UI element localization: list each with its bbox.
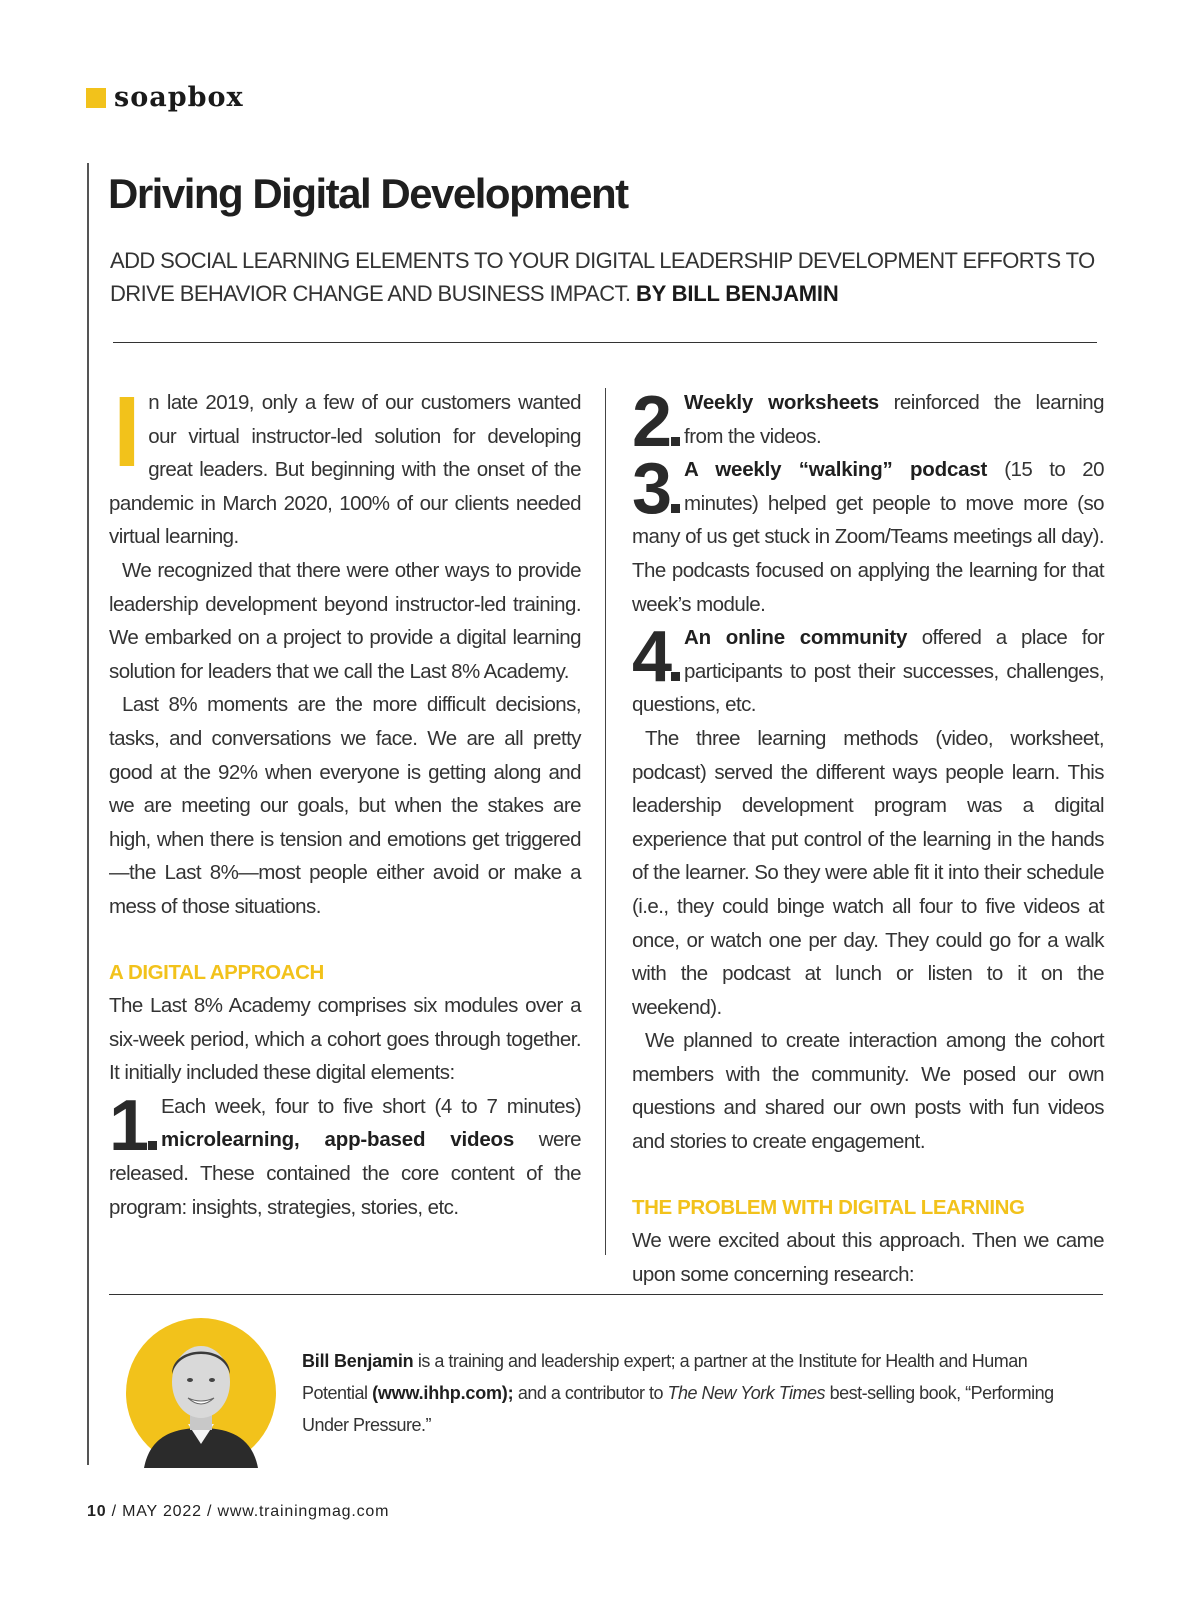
number-square-icon [671, 672, 680, 681]
list-item-1 [109, 1085, 581, 1224]
author-publication: The New York Times [667, 1383, 826, 1403]
list-item-rest: were released. These contained the core content of the program: insights, strategies, stories, etc. [109, 1128, 581, 1219]
author-name: Bill Benjamin [302, 1351, 414, 1371]
list-number [632, 382, 680, 462]
list-number-text: 3 [632, 449, 671, 530]
list-item-3 [632, 449, 1104, 621]
list-number-text: 2 [632, 382, 671, 462]
list-item-4 [632, 617, 1104, 722]
number-square-icon [671, 504, 680, 513]
list-item-rest: reinforced the learning from the videos. [684, 391, 1104, 448]
author-text: and a contributor to [513, 1383, 668, 1403]
number-square-icon [148, 1141, 157, 1150]
list-number [632, 449, 680, 530]
list-number-text: 4 [632, 617, 671, 698]
page-footer [87, 1503, 389, 1521]
list-number [632, 617, 680, 698]
section-tag [86, 84, 244, 111]
header-divider [113, 342, 1097, 343]
column-divider [605, 388, 606, 1255]
left-column [109, 376, 581, 1224]
author-photo [126, 1318, 276, 1468]
section-label: soapbox [114, 82, 244, 113]
footer-text: / MAY 2022 / www.trainingmag.com [106, 1503, 390, 1520]
section-square-icon [86, 88, 106, 108]
list-item-rest: (15 to 20 minutes) helped get people to move more (so many of us get stuck in Zoom/Teams meetings all day). The podcasts focused on applying the learning for that week’s module. [632, 458, 1104, 616]
intro-paragraph [109, 376, 581, 554]
list-item-bold: A weekly “walking” podcast [684, 458, 988, 482]
paragraph: The Last 8% Academy comprises six modules over a six-week period, which a cohort goes through together. It initially included these digital elements: [109, 994, 581, 1085]
list-item-lead: Each week, four to five short (4 to 7 minutes) [161, 1094, 581, 1118]
author-url: (www.ihhp.com); [372, 1383, 514, 1403]
subhead-problem: THE PROBLEM WITH DIGITAL LEARNING [632, 1195, 1025, 1219]
list-item-2 [632, 382, 1104, 462]
article-deck [110, 244, 1120, 310]
list-number-text: 1 [109, 1085, 148, 1166]
author-divider [109, 1294, 1103, 1295]
paragraph: The three learning methods (video, worksheet, podcast) served the different ways people learn. This leadership development program was a digital experience that put control of the learning in the hands of the learner. So they were able fit it into their schedule (i.e., they could binge watch all four to five videos at once, or watch one per day. They could go for a walk with the podcast at lunch or listen to it on the weekend). [632, 726, 1104, 1019]
list-item-bold: An online community [684, 626, 908, 650]
drop-cap: I [113, 376, 141, 488]
page-number: 10 [87, 1503, 107, 1520]
byline: BY BILL BENJAMIN [635, 281, 839, 306]
paragraph: We were excited about this approach. Then we came upon some concerning research: [632, 1229, 1104, 1286]
list-number [109, 1085, 157, 1166]
author-text: best-selling book, “Performing Under Pressure.” [302, 1383, 1054, 1435]
subhead-digital-approach: A DIGITAL APPROACH [109, 960, 324, 984]
paragraph: We planned to create interaction among the cohort members with the community. We posed our own questions and shared our own posts with fun videos and stories to create engagement. [632, 1029, 1104, 1154]
article-title: Driving Digital Development [108, 170, 628, 217]
deck-text: ADD SOCIAL LEARNING ELEMENTS TO YOUR DIGITAL LEADERSHIP DEVELOPMENT EFFORTS TO DRIVE BEHAVIOR CHANGE AND BUSINESS IMPACT. [110, 248, 1095, 306]
paragraph: We recognized that there were other ways to provide leadership development beyond instructor-led training. We embarked on a project to provide a digital learning solution for leaders that we call the Last 8% Academy. [109, 558, 581, 683]
right-column [632, 382, 1104, 1291]
author-text: is a training and leadership expert; a partner at the Institute for Health and Human Potential [302, 1351, 1028, 1403]
list-item-bold: microlearning, app-based videos [161, 1128, 515, 1152]
list-item-rest: offered a place for participants to post their successes, challenges, questions, etc. [632, 626, 1104, 717]
intro-text: n late 2019, only a few of our customers wanted our virtual instructor-led solution for developing great leaders. But beginning with the onset of the pandemic in March 2020, 100% of our clients needed virtual learning. [109, 391, 581, 549]
paragraph: Last 8% moments are the more difficult decisions, tasks, and conversations we face. We are all pretty good at the 92% when everyone is getting along and we are meeting our goals, but when the stakes are high, when there is tension and emotions get triggered—the Last 8%—most people either avoid or make a mess of those situations. [109, 693, 581, 918]
author-bio [302, 1345, 1062, 1441]
number-square-icon [671, 437, 680, 446]
list-item-bold: Weekly worksheets [684, 391, 879, 414]
left-margin-rule [87, 163, 89, 1465]
